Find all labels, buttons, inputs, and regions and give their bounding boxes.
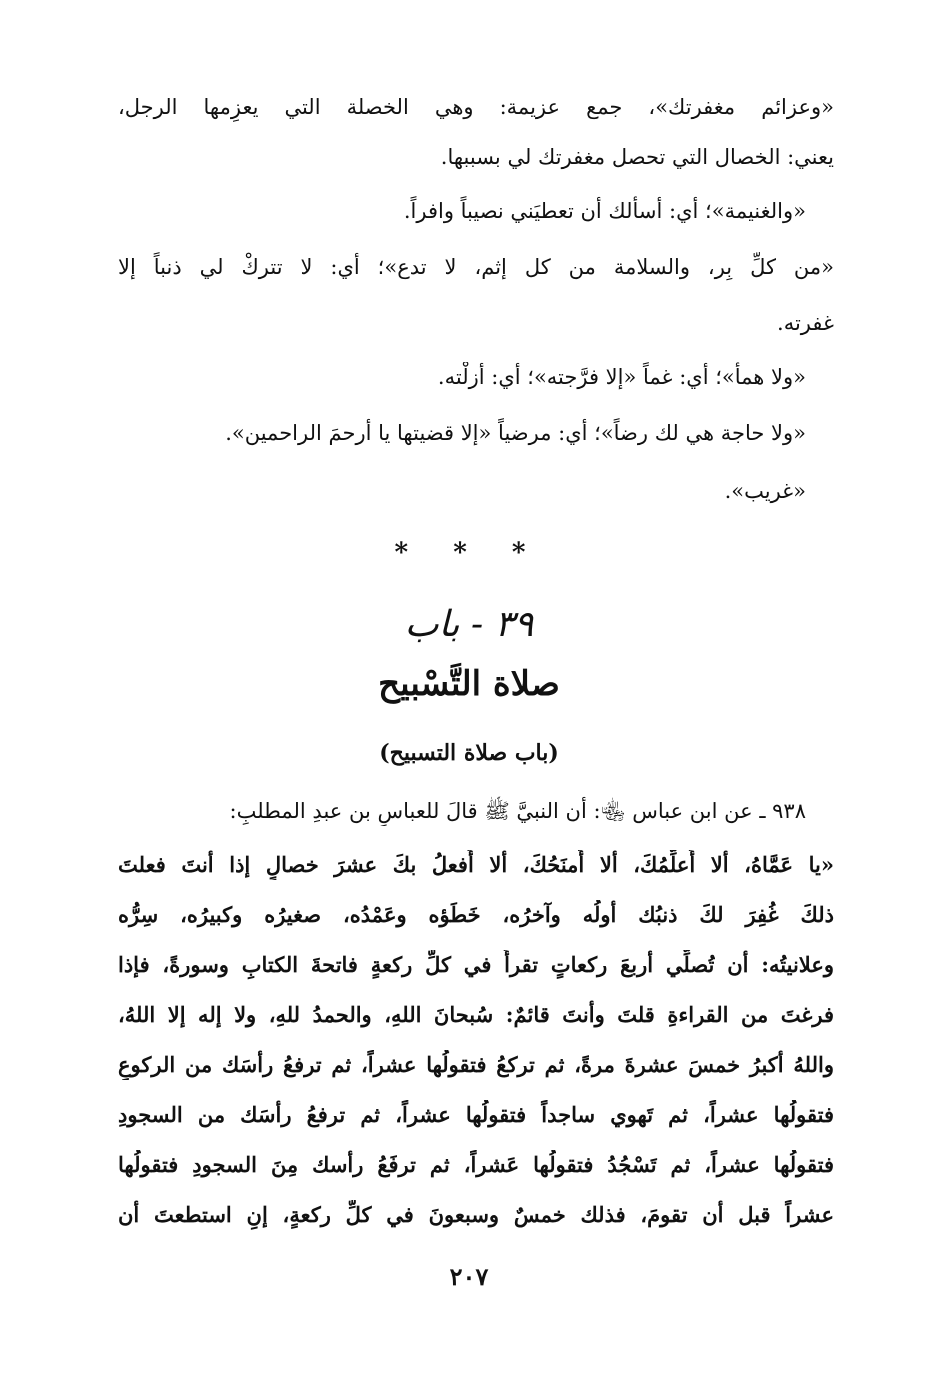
commentary-line-1: «وعزائم مغفرتك»، جمع عزيمة: وهي الخصلة التي يعزِمها الرجل، (118, 95, 834, 119)
commentary-line-8: «غريب». (724, 479, 806, 503)
hadith-line-1: ٩٣٨ ـ عن ابن عباس ﵄: أن النبيَّ ﷺ قالَ للعباسِ بن عبدِ المطلبِ: (229, 799, 806, 823)
hadith-line-4: وعلانيتُه: أن تُصلِّي أربعَ ركعاتٍ تقرأُ في كلِّ ركعةٍ فاتحةَ الكتابِ وسورةً، فإذا (118, 952, 834, 977)
hadith-line-9: عشراً قبل أن تقومَ، فذلك خمسٌ وسبعونَ في كلِّ ركعةٍ، إنِ استطعتَ أن (118, 1202, 834, 1227)
section-separator: * * * (394, 538, 544, 568)
hadith-line-5: فرغتَ من القراءةِ قلتَ وأنتَ قائمٌ: سُبحانَ اللهِ، والحمدُ للهِ، ولا إله إلا اللهُ، (118, 1002, 834, 1027)
commentary-line-2: يعني: الخصال التي تحصل مغفرتك لي بسببها. (440, 145, 834, 169)
commentary-line-4: «من كلِّ بِر، والسلامة من كل إثم، لا تدع»؛ أي: لا تتركْ لي ذنباً إلا (118, 255, 834, 279)
chapter-title: صلاة التَّسْبيح (378, 664, 560, 704)
hadith-line-8: فتقولُها عشراً، ثم تَسْجُدُ فتقولُها عَشراً، ثم ترفَعُ رأسك مِنَ السجودِ فتقولُها (118, 1152, 834, 1177)
page-number: ٢٠٧ (449, 1262, 489, 1291)
chapter-number: ٣٩ - باب (404, 604, 534, 645)
chapter-subtitle: (باب صلاة التسبيح) (379, 740, 559, 766)
commentary-line-7: «ولا حاجة هي لك رضاً»؛ أي: مرضياً «إلا قضيتها يا أرحمَ الراحمين». (225, 421, 806, 445)
hadith-line-7: فتقولُها عشراً، ثم تَهوي ساجداً فتقولُها عشراً، ثم ترفعُ رأسَك من السجودِ (118, 1102, 834, 1127)
hadith-line-2: «يا عَمَّاهُ، ألا أُعلِّمُكَ، ألا أَمنَحُكَ، ألا أَفعلُ بكَ عشرَ خصالٍ إذا أنتَ فعلتَ (118, 852, 834, 877)
hadith-line-6: واللهُ أكبرُ خمسَ عشرةَ مرةً، ثم تركعُ فتقولُها عشراً، ثم ترفعُ رأسَك من الركوعِ (118, 1052, 834, 1077)
commentary-line-5: غفرته. (777, 311, 834, 335)
hadith-line-3: ذلكَ غُفِرَ لكَ ذنبُك أولُه وآخرُه، خَطَؤه وعَمْدُه، صغيرُه وكبيرُه، سِرُّه (118, 902, 834, 927)
commentary-line-6: «ولا همأ»؛ أي: غماً «إلا فرَّجته»؛ أي: أزلْته. (437, 365, 806, 389)
commentary-line-3: «والغنيمة»؛ أي: أسألك أن تعطيَني نصيباً وافراً. (403, 199, 806, 223)
